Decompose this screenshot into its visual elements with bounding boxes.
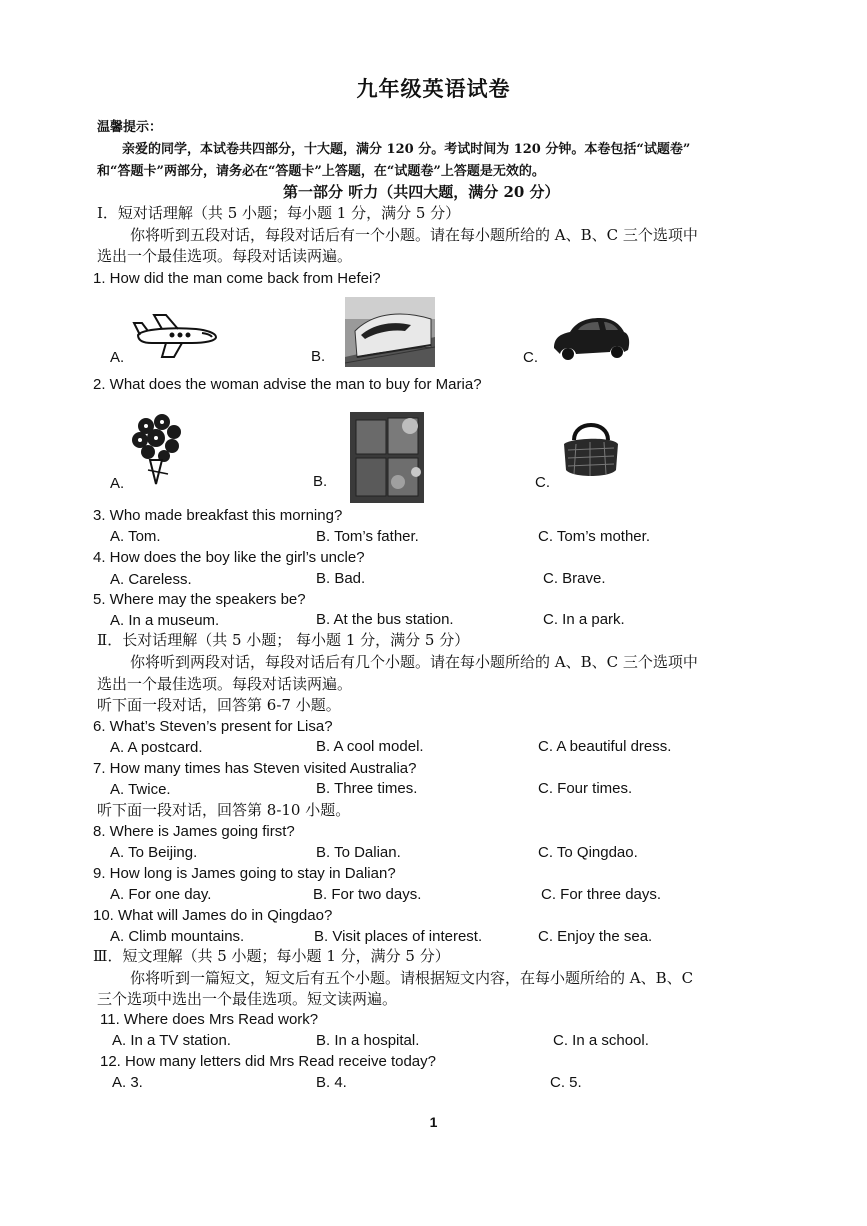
q5-option-a: A. In a museum. bbox=[110, 612, 220, 629]
q7-option-c: C. Four times. bbox=[538, 780, 633, 797]
q9-option-b: B. For two days. bbox=[313, 886, 422, 903]
q5-option-c: C. In a park. bbox=[543, 611, 625, 628]
question-1: 1. How did the man come back from Hefei? bbox=[93, 270, 381, 287]
q11-option-a: A. In a TV station. bbox=[112, 1032, 231, 1049]
q8-option-b: B. To Dalian. bbox=[316, 844, 401, 861]
q11-option-c: C. In a school. bbox=[553, 1032, 649, 1049]
question-4: 4. How does the boy like the girl’s uncle? bbox=[93, 549, 365, 566]
section2-group-1: 听下面一段对话，回答第 6-7 小题。 bbox=[97, 696, 341, 714]
flowers-picture bbox=[128, 412, 188, 486]
q12-option-b: B. 4. bbox=[316, 1074, 347, 1091]
q8-option-a: A. To Beijing. bbox=[110, 844, 198, 861]
question-10: 10. What will James do in Qingdao? bbox=[93, 907, 333, 924]
chocolate-photo bbox=[350, 412, 424, 503]
question-2: 2. What does the woman advise the man to buy for Maria? bbox=[93, 376, 482, 393]
q3-option-c: C. Tom’s mother. bbox=[538, 528, 650, 545]
section3-intro-2: 三个选项中选出一个最佳选项。短文读两遍。 bbox=[97, 990, 398, 1008]
q7-option-a: A. Twice. bbox=[110, 781, 171, 798]
q8-option-c: C. To Qingdao. bbox=[538, 844, 638, 861]
q2-option-c: C. bbox=[535, 474, 550, 491]
q12-option-c: C. 5. bbox=[550, 1074, 582, 1091]
section2-heading: Ⅱ．长对话理解（共 5 小题； 每小题 1 分，满分 5 分） bbox=[97, 631, 470, 649]
q7-option-b: B. Three times. bbox=[316, 780, 418, 797]
question-7: 7. How many times has Steven visited Australia? bbox=[93, 760, 417, 777]
q12-option-a: A. 3. bbox=[112, 1074, 143, 1091]
q9-option-c: C. For three days. bbox=[541, 886, 662, 903]
q6-option-b: B. A cool model. bbox=[316, 738, 424, 755]
q2-option-b: B. bbox=[313, 473, 328, 490]
tip-label: 温馨提示： bbox=[97, 120, 163, 135]
part1-heading: 第一部分 听力（共四大题，满分 20 分） bbox=[283, 183, 560, 201]
airplane-picture bbox=[132, 313, 220, 361]
q1-option-a: A. bbox=[110, 349, 125, 366]
question-3: 3. Who made breakfast this morning? bbox=[93, 507, 343, 524]
q1-option-b: B. bbox=[311, 348, 326, 365]
q10-option-a: A. Climb mountains. bbox=[110, 928, 245, 945]
car-picture bbox=[550, 310, 632, 362]
q3-option-b: B. Tom’s father. bbox=[316, 528, 419, 545]
q2-option-a: A. bbox=[110, 475, 125, 492]
section3-heading: Ⅲ．短文理解（共 5 小题；每小题 1 分，满分 5 分） bbox=[93, 947, 450, 965]
train-photo bbox=[345, 297, 435, 367]
tip-line-1: 亲爱的同学，本试卷共四部分，十大题，满分 120 分。考试时间为 120 分钟。本卷包括“试题卷” bbox=[122, 142, 691, 157]
section3-intro-1: 你将听到一篇短文，短文后有五个小题。请根据短文内容，在每小题所给的 A、B、C bbox=[130, 969, 694, 987]
section1-intro-2: 选出一个最佳选项。每段对话读两遍。 bbox=[97, 247, 353, 265]
question-6: 6. What’s Steven’s present for Lisa? bbox=[93, 718, 333, 735]
section2-intro-2: 选出一个最佳选项。每段对话读两遍。 bbox=[97, 675, 353, 693]
q11-option-b: B. In a hospital. bbox=[316, 1032, 420, 1049]
tip-line-2: 和“答题卡”两部分，请务必在“答题卡”上答题，在“试题卷”上答题是无效的。 bbox=[97, 164, 545, 179]
question-11: 11. Where does Mrs Read work? bbox=[100, 1011, 319, 1028]
q9-option-a: A. For one day. bbox=[110, 886, 212, 903]
page-title: 九年级英语试卷 bbox=[356, 76, 511, 101]
q10-option-b: B. Visit places of interest. bbox=[314, 928, 483, 945]
q10-option-c: C. Enjoy the sea. bbox=[538, 928, 653, 945]
question-8: 8. Where is James going first? bbox=[93, 823, 295, 840]
q4-option-a: A. Careless. bbox=[110, 571, 192, 588]
q1-option-c: C. bbox=[523, 349, 538, 366]
q5-option-b: B. At the bus station. bbox=[316, 611, 454, 628]
question-9: 9. How long is James going to stay in Dalian? bbox=[93, 865, 396, 882]
question-12: 12. How many letters did Mrs Read receive today? bbox=[100, 1053, 436, 1070]
q6-option-c: C. A beautiful dress. bbox=[538, 738, 672, 755]
question-5: 5. Where may the speakers be? bbox=[93, 591, 306, 608]
q6-option-a: A. A postcard. bbox=[110, 739, 203, 756]
section2-group-2: 听下面一段对话，回答第 8-10 小题。 bbox=[97, 801, 351, 819]
q3-option-a: A. Tom. bbox=[110, 528, 161, 545]
q4-option-b: B. Bad. bbox=[316, 570, 366, 587]
q4-option-c: C. Brave. bbox=[543, 570, 606, 587]
section1-intro-1: 你将听到五段对话，每段对话后有一个小题。请在每小题所给的 A、B、C 三个选项中 bbox=[130, 226, 698, 244]
section1-heading: Ⅰ．短对话理解（共 5 小题；每小题 1 分，满分 5 分） bbox=[97, 204, 461, 222]
handbag-picture bbox=[560, 414, 622, 480]
section2-intro-1: 你将听到两段对话，每段对话后有几个小题。请在每小题所给的 A、B、C 三个选项中 bbox=[130, 653, 698, 671]
page-number: 1 bbox=[429, 1114, 438, 1130]
